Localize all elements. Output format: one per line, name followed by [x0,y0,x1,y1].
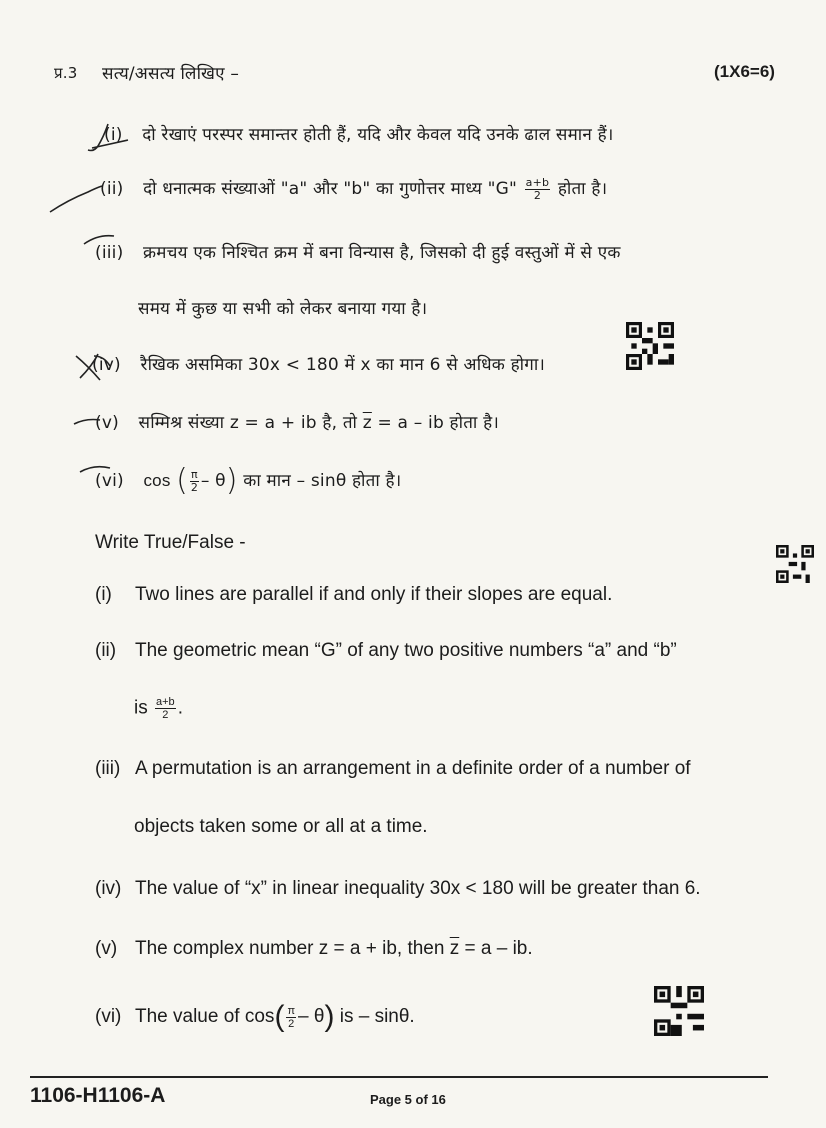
item-text: दो रेखाएं परस्पर समान्तर होती हैं, यदि और केवल यदि उनके ढाल समान हैं। [142,125,614,145]
english-item-3 [95,758,691,780]
minus-theta: – θ [298,1006,325,1028]
marks-label: (1X6=6) [714,62,775,81]
hindi-item-5 [95,410,499,433]
english-item-6: (vi) The value of cos( $\frac{\pi}{2}$ – θ) is – sinθ. [95,1000,415,1033]
english-heading: Write True/False - [95,532,246,553]
english-item-5 [95,938,533,960]
item-label: (i) [104,125,123,145]
item-text-end: is – sinθ. [339,1006,415,1028]
item-text: The value of “x” in linear inequality 30x < 180 will be greater than 6. [135,878,701,899]
fraction-numerator: a+b [156,696,175,708]
fraction-denominator: 2 [190,480,199,494]
hindi-item-3 [95,240,621,263]
item-label: (iii) [95,243,124,263]
hindi-item-6: (vi) cos ( $\frac{\pi}{2}$ – θ) का मान – sinθ होता है। [95,463,402,498]
item-text-end: . [177,697,183,719]
item-text-end: = a – ib होता है। [377,413,499,433]
item-label: (ii) [95,640,117,661]
fraction [190,469,199,494]
z-bar: $\overline{z}$ [449,938,460,959]
qr-code-icon [654,986,704,1036]
item-text: Two lines are parallel if and only if their slopes are equal. [135,584,613,605]
fraction-denominator: 2 [533,188,542,202]
fraction-numerator: π [191,467,198,481]
fraction [525,177,551,202]
cos-text: cos [244,1006,275,1028]
fraction [155,696,176,721]
paper-code: 1106-H1106-A [30,1084,166,1107]
question-number: प्र.3 [54,64,78,82]
item-text-end: = a – ib. [464,938,533,959]
cos-text: cos [143,471,171,490]
english-item-2 [95,640,677,662]
hindi-item-2 [100,176,607,202]
item-text: रैखिक असमिका 30x < 180 में x का मान 6 से अधिक होगा। [140,355,546,375]
hindi-item-3-cont: समय में कुछ या सभी को लेकर बनाया गया है। [138,299,428,319]
fraction-denominator: 2 [162,709,169,721]
fraction-numerator: π [287,1004,296,1017]
item-label: (vi) [95,471,124,491]
hindi-item-1 [104,122,614,145]
english-item-4 [95,878,701,900]
item-text: दो धनात्मक संख्याओं "a" और "b" का गुणोत्तर माध्य "G" [143,179,518,199]
item-label: (vi) [95,1006,122,1028]
item-text: The value of [135,1006,240,1028]
item-text: क्रमचय एक निश्चित क्रम में बना विन्यास है, जिसको दी हुई वस्तुओं में से एक [143,243,621,263]
item-label: (ii) [100,179,124,199]
english-item-2-cont [134,696,183,721]
minus-theta: – θ [200,471,226,491]
footer-divider [30,1076,768,1078]
hindi-item-4 [92,352,545,375]
item-label: (iv) [92,355,121,375]
item-label: (v) [95,413,119,433]
fraction [286,1005,296,1030]
item-text: A permutation is an arrangement in a definite order of a number of [135,758,691,779]
pen-mark-icon [46,178,106,218]
item-text: The complex number z = a + ib, then [135,938,445,959]
english-item-3-cont: objects taken some or all at a time. [134,816,428,837]
item-label: (iii) [95,758,121,779]
english-item-1 [95,584,612,606]
item-text-end: का मान – sinθ होता है। [243,471,402,491]
item-label: (v) [95,938,118,959]
item-text-end: होता है। [557,179,608,199]
qr-code-icon [776,545,814,583]
item-text: सम्मिश्र संख्या z = a + ib है, तो [138,413,358,433]
item-label: (i) [95,584,112,605]
item-text: The geometric mean “G” of any two positive numbers “a” and “b” [135,640,677,661]
qr-code-icon [626,322,674,370]
fraction-numerator: a+b [525,175,550,189]
fraction-denominator: 2 [288,1017,295,1030]
page-number: Page 5 of 16 [370,1092,446,1107]
item-text: is [134,697,148,719]
item-label: (iv) [95,878,122,899]
question-title-hindi: सत्य/असत्य लिखिए – [102,64,240,84]
z-bar: $\overline{z}$ [362,413,372,433]
